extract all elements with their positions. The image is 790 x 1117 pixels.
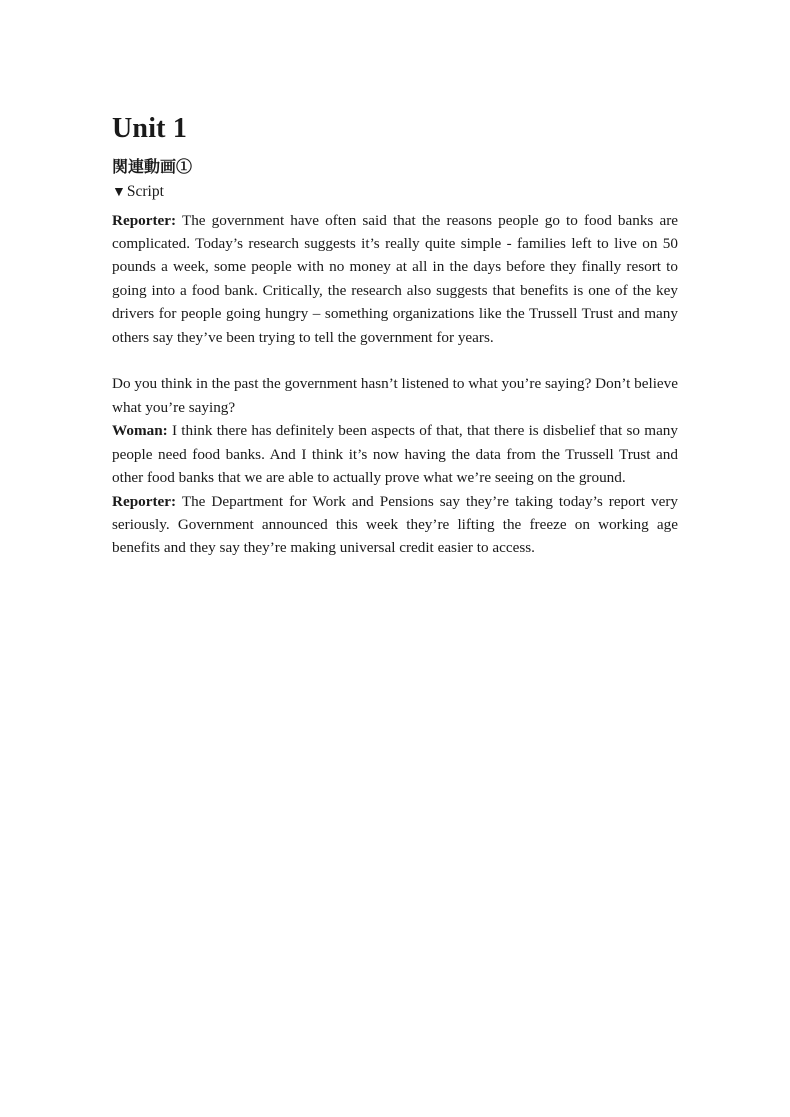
script-heading-label: Script [126, 183, 164, 201]
speaker-label: Reporter: [112, 211, 177, 229]
paragraph-text: The government have often said that the reasons people go to food banks are complicated. Today’s research suggests it’s really quite simple - families left to live on 50 pounds a week, some people with no money at all in the days before they finally resort to going into a food bank. Critically, the research also suggests that benefits is one of the key drivers for people going hungry – something organizations like the Trussell Trust and many others say they’ve been trying to tell the government for years. [112, 211, 678, 346]
paragraph-text: I think there has definitely been aspects of that, that there is disbelief that so many people need food banks. And I think it’s now having the data from the Trussell Trust and other food banks that we are able to actually prove what we’re seeing on the ground. [112, 422, 678, 487]
paragraph-text: The Department for Work and Pensions say they’re taking today’s report very seriously. Government announced this week they’re lifting the freeze on working age benefits and they say they’re making universal credit easier to access. [112, 492, 678, 557]
page-content [112, 112, 678, 560]
script-paragraph-question [112, 372, 678, 419]
script-paragraph-reporter-2 [112, 490, 678, 560]
script-paragraph-reporter-1 [112, 209, 678, 349]
speaker-label: Reporter: [112, 492, 177, 510]
triangle-marker-icon: ▼ [112, 185, 126, 201]
page-title: Unit 1 [112, 113, 188, 144]
related-video-label: 関連動画① [112, 158, 193, 176]
script-heading [112, 181, 678, 203]
speaker-label: Woman: [112, 422, 168, 440]
script-paragraph-woman [112, 419, 678, 489]
paragraph-text: Do you think in the past the government hasn’t listened to what you’re saying? Don’t believe what you’re saying? [112, 375, 678, 416]
